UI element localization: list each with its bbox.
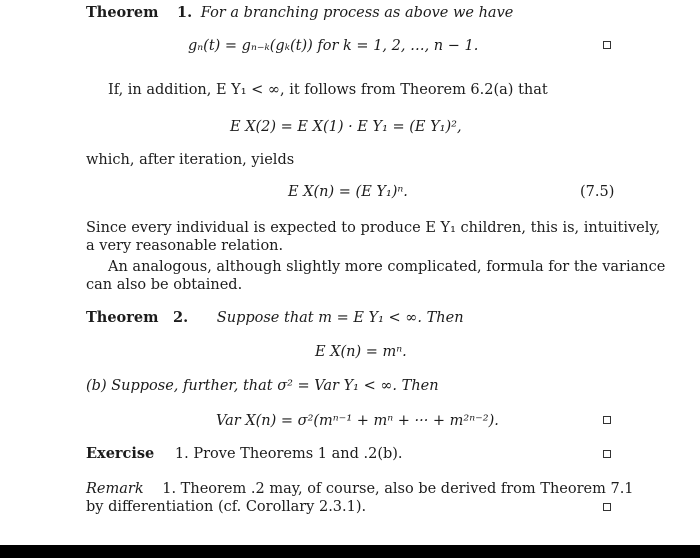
equation-exn: E X(n) = (E Y₁)ⁿ.: [288, 184, 408, 200]
remark-text-1: 1. Theorem .2 may, of course, also be derived from Theorem 7.1: [162, 481, 634, 497]
theorem-2-statement: Suppose that m = E Y₁ < ∞. Then: [216, 310, 464, 326]
qed-box-1: [603, 41, 611, 49]
theorem-2-formula-b: Var X(n) = σ²(mⁿ⁻¹ + mⁿ + ··· + m²ⁿ⁻²).: [216, 413, 499, 429]
theorem-1-number: 1.: [177, 4, 193, 21]
theorem-2-formula-a: E X(n) = mⁿ.: [315, 344, 407, 360]
equation-number-7-5: (7.5): [580, 184, 615, 200]
exercise-label: Exercise: [86, 445, 155, 462]
qed-box-2: [603, 416, 611, 424]
paragraph-3-line-1: Since every individual is expected to produce E Y₁ children, this is, intuitively,: [86, 220, 661, 236]
paragraph-1: If, in addition, E Y₁ < ∞, it follows from Theorem 6.2(a) that: [108, 82, 548, 98]
exercise: [86, 445, 403, 463]
paragraph-2: which, after iteration, yields: [86, 152, 295, 168]
qed-box-3: [603, 450, 611, 458]
theorem-2-label: Theorem: [86, 309, 159, 326]
theorem-2-heading: [86, 309, 464, 327]
qed-box-4: [603, 503, 611, 511]
theorem-2-number: 2.: [173, 309, 189, 326]
theorem-1-label: Theorem: [86, 4, 159, 21]
remark-label: Remark: [86, 481, 144, 497]
remark-line-1: [86, 480, 634, 498]
paragraph-4-line-1: An analogous, although slightly more complicated, formula for the variance: [108, 259, 666, 275]
exercise-text: 1. Prove Theorems 1 and .2(b).: [174, 446, 403, 462]
paragraph-3-line-2: a very reasonable relation.: [86, 238, 284, 254]
remark-line-2: by differentiation (cf. Corollary 2.3.1).: [86, 499, 367, 515]
paragraph-4-line-2: can also be obtained.: [86, 277, 243, 293]
theorem-1-formula: gₙ(t) = gₙ₋ₖ(gₖ(t)) for k = 1, 2, …, n − 1.: [188, 38, 479, 54]
theorem-1-statement: For a branching process as above we have: [200, 5, 514, 21]
theorem-1-heading: [86, 4, 513, 22]
bottom-black-bar: [0, 545, 700, 558]
theorem-2-part-b: (b) Suppose, further, that σ² = Var Y₁ < ∞. Then: [86, 378, 439, 394]
equation-ex2: E X(2) = E X(1) · E Y₁ = (E Y₁)²,: [230, 119, 462, 135]
